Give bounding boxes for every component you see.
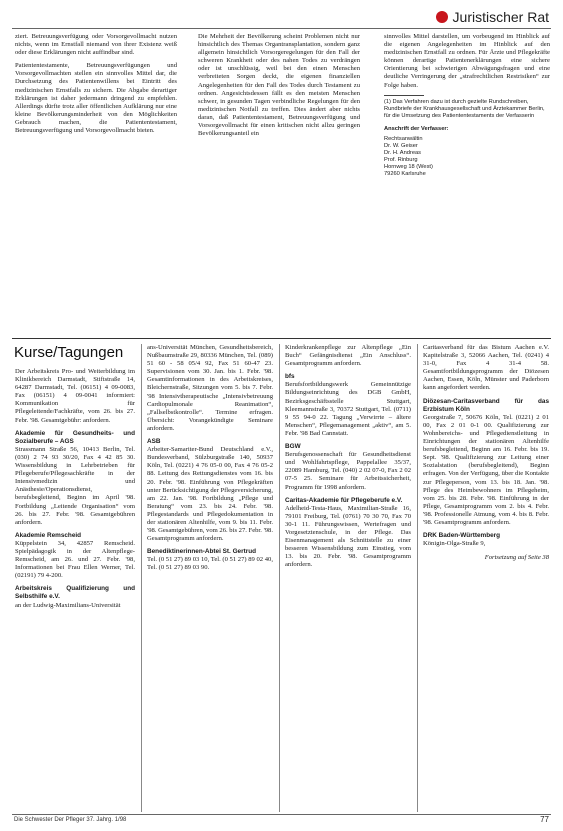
listing-entry-text: Caritasverband für das Bistum Aachen e.V. Kapitelstraße 3, 52066 Aachen, Tel. (0241) 4 31-0, Fax 4 31-4 58. Gesamtfortbildungsprogramm der Diözesen Aachen, Essen, Köln, Münster und Paderborn kann angefordert werden. [423, 344, 549, 392]
listing-column-3 [285, 344, 411, 570]
listing-entry-text: Adelheid-Testa-Haus, Maximilian-Straße 16, 79101 Freiburg, Tel. (0761) 70 30 70, Fax 70 30-1 11. Führungswissen, Wertefragen und Vorgesetztenschule, in der Pflege. Das Eisenmanagement als Schnittstelle zu einer besseren Wissensbildung zum Einstieg, vom 13. bis 20. Febr. '98. Gesamtprogramm anfordern. [285, 504, 411, 569]
article-paragraph: ziert. Betreuungsverfügung oder Vorsorgevollmacht nutzen nichts, wenn im Ernstfall niemand von ihrer Existenz weiß oder diese Erklärungen nicht auffindbar sind. [15, 33, 177, 57]
column-separator [141, 344, 142, 812]
author-line: Dr. H. Andreas [384, 149, 421, 156]
listing-entry-text: Georgstraße 7, 50676 Köln, Tel. (0221) 2 01 00, Fax 2 01 0-1 00. Qualifizierung zur Wohnbereichs- und Pflegedienstleitung in Einrichtungen der stationären Altenhilfe berufsbegleitend, Beginn am 16. Febr. bis 19. Sept. '98. Qualifizierung zur Leitung einer Sozialstation (berufsbegleitend), Beginn erfragen. Von der Verfügung, über die Kontakte zur Pflegeperson, vom 13. bis 18. Jan. '98. Pflege des Heimbewohners im Pflegeheim, vom 25. bis 28. Febr. '98. Einführung in der Pflege, Gesamtprogramm vom 2. bis 4. Febr. '98. Professionelle Atmung, vom 4. bis 8. Febr. '98. Gesamtprogramm anfordern. [423, 413, 549, 526]
footer-rule [12, 814, 551, 815]
listing-organizer-heading: Arbeitskreis Qualifizierung und Selbsthilfe e.V. [15, 585, 135, 601]
column-separator [417, 344, 418, 812]
section-title: Kurse/Tagungen [14, 344, 124, 361]
author-line: Prof. Rinburg [384, 156, 418, 163]
listing-entry-text: Arbeiter-Samariter-Bund Deutschland e.V., Bundesverband, Sülzburgstraße 140, 50937 Köln, Tel. (0221) 4 76 05-0 00, Fax 4 76 05-2 88. Leitung des Rettungsdienstes vom 16. bis 20. Febr. '98. Einführung von Pflegekräften unter Berücksichtigung der Pflegeversicherung, am 22. Jan. '98. Fortbildung „Pflege und Beratung“ vom 23. bis 24. Febr. '98. Pflegestandards und Pflegedokumentation in der stationären Altenhilfe, vom 9. bis 11. Febr. '98. Gesamtgebühren, vom 26. bis 27. Febr. '98. Gesamtprogramm anfordern. [147, 446, 273, 543]
article-paragraph: sinnvolles Mittel darstellen, um vorbeugend im Hinblick auf die eigenen Angelegenheiten im Hinblick auf den medizinischen Ernstfall zu ordnen. Für Ärzte und Pflegekräfte können derartige Patientenerklärungen eine sichere Orientierung bei schwierigen Abwägungsfragen und eine deutliche Verringerung der „strafrechtlichen Restrisiken“ zur Folge haben. [384, 33, 550, 89]
listing-entry-text: Strassmann Straße 56, 10413 Berlin, Tel. (030) 2 74 93 30/20, Fax 4 42 85 30. Wissensbildung in Lehrbetrieben für Pflegeberufe/Pflegesachkräfte in der Intensivmedizin und Anästhesie/Operationsdienst, berufsbegleitend, Beginn im April '98. Fortbildung „Leitende Organisation“ vom 26. bis 27. Febr. '98. Gesamtgebühren anfordern. [15, 445, 135, 526]
author-heading: Anschrift der Verfasser: [384, 125, 449, 132]
author-line: Dr. W. Geiser [384, 142, 418, 149]
footer-publication: Die Schwester Der Pfleger 37. Jahrg. 1/98 [14, 817, 127, 823]
article-column-3 [384, 33, 550, 178]
listing-entry-text: Der Arbeitskreis Pro- und Weiterbildung im Klinikbereich Darmstadt, Stiftstraße 14, 64287 Darmstadt, Tel. (06151) 4 09-0083, Fax (06151) 4 09-0041 informiert: Kommunikation für Pflegeleitende/Fachkräfte, vom 26. bis 27. Febr. '98. Gesamtgebühr: anfordern. [15, 368, 135, 424]
author-line: Hornweg 18 (West) [384, 163, 433, 170]
listing-organizer-heading: Caritas-Akademie für Pflegeberufe e.V. [285, 496, 403, 504]
article-paragraph: Patiententestamente, Betreuungsverfügungen und Vorsorgevollmachten stellen ein sinnvolles Mittel dar, die Durchsetzung des Patientenwillens bei Eintritt des medizinischen Ernstfalls zu sichern. Die Abgabe derartiger Erklärungen ist daher jedermann dringend zu empfehlen. Allerdings dürfte trotz aller öffentlichen Aufklärung nur eine kleine Bevölkerungsminderheit von den Möglichkeiten Gebrauch machen, die Patiententestament, Betreuungsverfügung und Vorsorgevollmacht bieten. [15, 62, 177, 135]
listing-organizer-heading: DRK Baden-Württemberg [423, 532, 501, 540]
header-rule [12, 28, 551, 29]
listing-column-4 [423, 344, 549, 563]
column-separator [279, 344, 280, 812]
listing-entry-text: Fortsetzung auf Seite 38 [484, 554, 549, 562]
listing-entry-text: Berufsfortbildungswerk Gemeinnützige Bildungseinrichtung des DGB GmbH, Bezirksgeschäftsstelle Stuttgart, Kleemannstraße 3, 70372 Stuttgart, Tel. (0711) 9 55 94-0 22. Tagung „Verwirrte – ältere Menschen“, Pflegemanagement „aktiv“, am 5. Febr. '98 Bad Cannstatt. [285, 381, 411, 437]
listing-organizer-heading: Akademie für Gesundheits- und Sozialberufe – AGS [15, 429, 135, 445]
footnote: (1) Das Verfahren dazu ist durch gezielte Rundschreiben, Rundbriefe der Krankhausgesellschaft und Ärztekammer Berlin, für die Umsetzung des Patiententestaments der Verfasserin [384, 98, 545, 119]
author-line: Rechtsanwältin [384, 135, 423, 142]
listing-organizer-heading: Akademie Remscheid [15, 531, 82, 539]
listing-column-1 [15, 368, 135, 611]
listing-entry-text: an der Ludwig-Maximilians-Universität [15, 601, 121, 609]
listing-organizer-heading: ASB [147, 438, 161, 446]
footnote-rule [384, 95, 424, 96]
red-dot-icon [436, 11, 448, 23]
listing-entry-text: Küppelstein 34, 42857 Remscheid. Spielpädagogik in der Altenpflege-Remscheid, am 26. und 27. Febr. '98, Informationen bei Frau Ellen Werner, Tel. (02191) 79 4-200. [15, 539, 135, 580]
listing-entry-text: Kinderkrankenpflege zur Altenpflege „Ein Buch“ Gefängnisdienst „Ein Anschluss“. Gesamtprogramm anfordern. [285, 344, 411, 368]
section-divider [12, 338, 551, 339]
section-header [436, 9, 549, 25]
listing-organizer-heading: Benediktinerinnen-Abtei St. Gertrud [147, 548, 257, 556]
article-column-1 [15, 33, 177, 136]
author-address [384, 136, 550, 178]
listing-entry-text: ans-Universität München, Gesundheitsbereich, Nußbaumstraße 29, 80336 München, Tel. (089) 51 60 - 58 05/4 92, Fax 51 60-47 23. Supervisionen vom 30. Jan. bis 1. Febr. '98. Gesamtinformationen in des Arbeitskreises, Bleichernstraße, Sitzungen vom 5. bis 7. Febr. '98 Intensivtherapeutische „Intensivbetreuung Cardiopulmonale Reanimation“, „Fallselbstkontrolle“. Termine erfragen. Übersicht: Vorangekündigte Seminare anfordern. [147, 344, 273, 432]
page-number: 77 [540, 815, 549, 824]
author-line: 79260 Karlsruhe [384, 170, 426, 177]
listing-organizer-heading: Diözesan-Caritasverband für das Erzbistum Köln [423, 397, 549, 413]
article-column-2 [198, 33, 360, 139]
listing-column-2 [147, 344, 273, 574]
listing-entry-text: Berufsgenossenschaft für Gesundheitsdienst und Wohlfahrtspflege, Pappelallee 35/37, 22089 Hamburg, Tel. (040) 2 02 07-0, Fax 2 02 07-5 25. Seminare für Arbeitssicherheit, Programm für 1998 anfordern. [285, 451, 411, 491]
section-label: Juristischer Rat [452, 9, 549, 25]
article-paragraph: Die Mehrheit der Bevölkerung scheint Problemen nicht nur hinsichtlich des Themas Organtransplantation, sondern ganz allgemein hinsichtlich Vorsorgeregelungen für den Fall der schweren Krankheit oder des nahen Todes zu verdrängen oder ist unschlüssig, weil bei den einen Menschen verbreiteten Sorgen deckt, die eigenen finanziellen Angelegenheiten für den Fall des Todes durch Testament zu ordnen. Angesichtsdessen fällt es den meisten Menschen schwer, in gesunden Tagen verbindliche Regelungen für den medizinischen Notfall zu treffen. Dies ändert aber nichts daran, daß Patiententestament, Betreuungsverfügung und Vorsorgevollmacht für einen kritischen nicht allzu geringen Bevölkerungsanteil ein [198, 33, 360, 138]
listing-organizer-heading: BGW [285, 443, 301, 451]
listing-entry-text: Tel. (0 51 27) 89 03 10, Tel. (0 51 27) 89 02 40, Tel. (0 51 27) 89 03 90. [147, 556, 273, 572]
listing-organizer-heading: bfs [285, 373, 295, 381]
listing-entry-text: Königin-Olga-Straße 9, [423, 540, 486, 548]
